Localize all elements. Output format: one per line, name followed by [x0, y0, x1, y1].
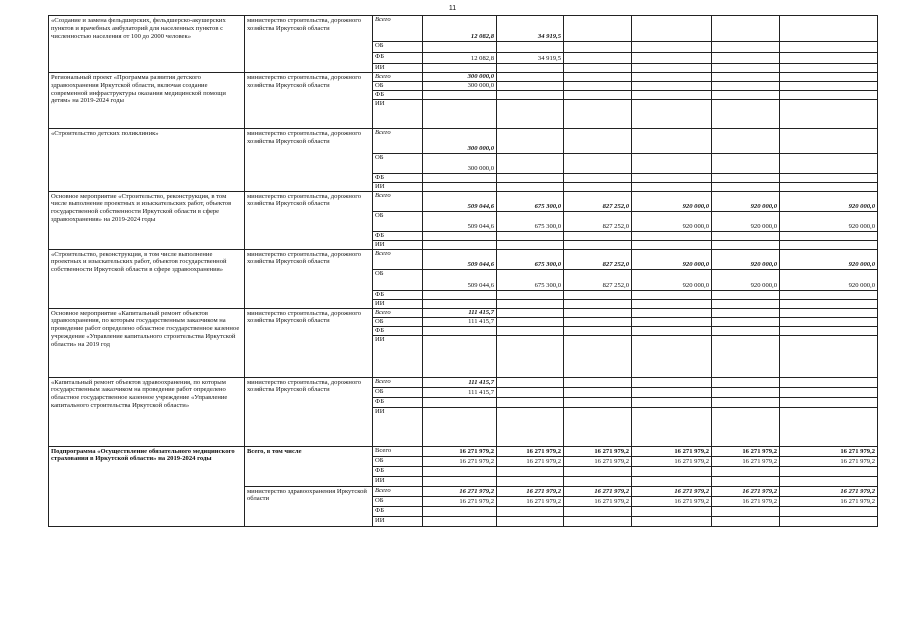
funding-source-cell: ОБ	[373, 154, 423, 174]
page-number: 11	[448, 5, 457, 12]
amount-cell	[712, 129, 780, 154]
amount-cell: 300 000,0	[423, 154, 497, 174]
amount-cell	[423, 64, 497, 73]
amount-cell	[564, 129, 632, 154]
amount-cell: 920 000,0	[712, 269, 780, 290]
amount-cell	[564, 100, 632, 129]
amount-cell: 920 000,0	[780, 269, 878, 290]
amount-cell	[564, 154, 632, 174]
amount-cell	[564, 299, 632, 308]
amount-cell: 509 044,6	[423, 191, 497, 211]
amount-cell: 920 000,0	[780, 249, 878, 269]
amount-cell	[564, 326, 632, 335]
amount-cell	[564, 466, 632, 476]
measure-description: Подпрограмма «Осуществление обязательного медицинского страхования в Иркутской области» на 2019-2024 годы	[49, 446, 245, 526]
amount-cell	[632, 506, 712, 516]
amount-cell	[564, 407, 632, 446]
amount-cell	[780, 335, 878, 377]
funding-source-cell: ОБ	[373, 82, 423, 91]
funding-source-cell: ОБ	[373, 317, 423, 326]
amount-cell	[423, 299, 497, 308]
amount-cell: 16 271 979,2	[423, 446, 497, 456]
amount-cell	[564, 476, 632, 486]
amount-cell: 509 044,6	[423, 211, 497, 231]
amount-cell	[712, 82, 780, 91]
amount-cell	[497, 100, 564, 129]
funding-source-cell: Всего	[373, 308, 423, 317]
amount-cell: 300 000,0	[423, 82, 497, 91]
amount-cell	[564, 64, 632, 73]
amount-cell	[712, 16, 780, 42]
amount-cell: 16 271 979,2	[780, 446, 878, 456]
table-row	[49, 191, 878, 211]
table-row	[49, 377, 878, 387]
funding-source-cell: Всего	[373, 446, 423, 456]
amount-cell	[423, 407, 497, 446]
amount-cell	[712, 516, 780, 526]
table-row	[49, 249, 878, 269]
amount-cell	[497, 308, 564, 317]
amount-cell	[497, 516, 564, 526]
amount-cell	[564, 317, 632, 326]
amount-cell	[497, 129, 564, 154]
amount-cell	[564, 53, 632, 64]
amount-cell: 16 271 979,2	[497, 486, 564, 496]
amount-cell	[780, 129, 878, 154]
amount-cell	[423, 290, 497, 299]
amount-cell	[497, 231, 564, 240]
amount-cell	[564, 290, 632, 299]
amount-cell	[564, 335, 632, 377]
funding-source-cell: ОБ	[373, 387, 423, 397]
executor-cell: министерство строительства, дорожного хозяйства Иркутской области	[245, 377, 373, 446]
funding-source-cell: ИИ	[373, 64, 423, 73]
amount-cell: 920 000,0	[632, 269, 712, 290]
amount-cell: 920 000,0	[632, 191, 712, 211]
funding-source-cell: ФБ	[373, 290, 423, 299]
amount-cell: 300 000,0	[423, 129, 497, 154]
amount-cell: 16 271 979,2	[780, 496, 878, 506]
amount-cell	[780, 64, 878, 73]
amount-cell: 12 082,8	[423, 16, 497, 42]
amount-cell: 12 082,8	[423, 53, 497, 64]
amount-cell: 16 271 979,2	[712, 486, 780, 496]
budget-table	[48, 15, 878, 527]
amount-cell	[497, 335, 564, 377]
amount-cell: 16 271 979,2	[712, 446, 780, 456]
amount-cell	[632, 129, 712, 154]
amount-cell	[712, 290, 780, 299]
executor-cell: Всего, в том числе	[245, 446, 373, 486]
measure-description: Региональный проект «Программа развития детского здравоохранения Иркутской области, включая создание современной инфраструктуры оказания медицинской помощи детям» на 2019-2024 годы	[49, 73, 245, 129]
amount-cell	[632, 240, 712, 249]
amount-cell	[712, 506, 780, 516]
amount-cell	[712, 335, 780, 377]
amount-cell: 111 415,7	[423, 387, 497, 397]
amount-cell	[780, 326, 878, 335]
amount-cell	[780, 387, 878, 397]
amount-cell	[497, 240, 564, 249]
funding-source-cell: ИИ	[373, 100, 423, 129]
amount-cell	[632, 231, 712, 240]
amount-cell	[712, 42, 780, 53]
funding-source-cell: ОБ	[373, 42, 423, 53]
amount-cell	[632, 466, 712, 476]
amount-cell	[780, 240, 878, 249]
amount-cell	[632, 100, 712, 129]
amount-cell	[712, 308, 780, 317]
amount-cell	[497, 326, 564, 335]
amount-cell	[712, 182, 780, 191]
amount-cell	[497, 299, 564, 308]
amount-cell: 16 271 979,2	[497, 496, 564, 506]
amount-cell: 675 300,0	[497, 269, 564, 290]
amount-cell	[780, 299, 878, 308]
amount-cell: 509 044,6	[423, 269, 497, 290]
amount-cell: 920 000,0	[780, 211, 878, 231]
amount-cell	[632, 476, 712, 486]
funding-source-cell: Всего	[373, 73, 423, 82]
amount-cell	[632, 73, 712, 82]
amount-cell	[780, 231, 878, 240]
amount-cell	[780, 317, 878, 326]
amount-cell: 111 415,7	[423, 308, 497, 317]
funding-source-cell: ОБ	[373, 496, 423, 506]
amount-cell	[632, 308, 712, 317]
table-row	[49, 129, 878, 154]
amount-cell	[712, 466, 780, 476]
amount-cell	[712, 231, 780, 240]
amount-cell	[632, 42, 712, 53]
amount-cell	[780, 174, 878, 183]
amount-cell	[632, 335, 712, 377]
amount-cell: 509 044,6	[423, 249, 497, 269]
table-row	[49, 446, 878, 456]
amount-cell	[564, 231, 632, 240]
amount-cell	[632, 317, 712, 326]
amount-cell	[712, 377, 780, 387]
amount-cell	[712, 73, 780, 82]
amount-cell	[564, 82, 632, 91]
amount-cell	[780, 506, 878, 516]
amount-cell	[497, 174, 564, 183]
amount-cell	[497, 182, 564, 191]
funding-source-cell: ФБ	[373, 326, 423, 335]
amount-cell: 16 271 979,2	[423, 496, 497, 506]
amount-cell	[497, 397, 564, 407]
executor-cell: министерство строительства, дорожного хозяйства Иркутской области	[245, 249, 373, 308]
amount-cell: 920 000,0	[712, 211, 780, 231]
amount-cell	[497, 42, 564, 53]
amount-cell: 16 271 979,2	[497, 446, 564, 456]
amount-cell	[632, 82, 712, 91]
amount-cell: 16 271 979,2	[632, 486, 712, 496]
amount-cell	[780, 466, 878, 476]
amount-cell	[423, 42, 497, 53]
amount-cell: 675 300,0	[497, 249, 564, 269]
funding-source-cell: ОБ	[373, 269, 423, 290]
amount-cell: 34 919,5	[497, 53, 564, 64]
amount-cell	[780, 290, 878, 299]
amount-cell	[497, 466, 564, 476]
amount-cell	[564, 73, 632, 82]
funding-source-cell: Всего	[373, 16, 423, 42]
amount-cell	[780, 154, 878, 174]
amount-cell	[780, 100, 878, 129]
amount-cell	[497, 91, 564, 100]
amount-cell	[712, 64, 780, 73]
amount-cell	[497, 73, 564, 82]
amount-cell	[780, 476, 878, 486]
funding-source-cell: Всего	[373, 249, 423, 269]
amount-cell: 16 271 979,2	[712, 456, 780, 466]
amount-cell: 16 271 979,2	[564, 486, 632, 496]
amount-cell	[423, 476, 497, 486]
amount-cell	[632, 290, 712, 299]
amount-cell	[712, 326, 780, 335]
amount-cell	[423, 326, 497, 335]
amount-cell	[423, 335, 497, 377]
funding-source-cell: ИИ	[373, 299, 423, 308]
amount-cell	[497, 506, 564, 516]
measure-description: «Капитальный ремонт объектов здравоохранения, по которым государственным заказчиком на проведение работ определено областное государственное казенное учреждение «Управление капитального строительства Иркутской области»	[49, 377, 245, 446]
executor-cell: министерство строительства, дорожного хозяйства Иркутской области	[245, 308, 373, 377]
amount-cell	[564, 91, 632, 100]
amount-cell: 16 271 979,2	[632, 456, 712, 466]
amount-cell	[423, 397, 497, 407]
amount-cell	[632, 91, 712, 100]
amount-cell	[632, 387, 712, 397]
funding-source-cell: Всего	[373, 377, 423, 387]
amount-cell: 827 252,0	[564, 191, 632, 211]
funding-source-cell: ОБ	[373, 456, 423, 466]
amount-cell: 16 271 979,2	[564, 456, 632, 466]
amount-cell	[497, 64, 564, 73]
amount-cell	[423, 506, 497, 516]
funding-source-cell: ФБ	[373, 53, 423, 64]
amount-cell	[780, 377, 878, 387]
amount-cell	[497, 476, 564, 486]
amount-cell	[497, 82, 564, 91]
amount-cell	[423, 466, 497, 476]
amount-cell	[780, 182, 878, 191]
amount-cell: 920 000,0	[632, 211, 712, 231]
amount-cell	[564, 174, 632, 183]
amount-cell	[564, 387, 632, 397]
executor-cell: министерство строительства, дорожного хозяйства Иркутской области	[245, 191, 373, 249]
amount-cell	[712, 91, 780, 100]
amount-cell	[632, 182, 712, 191]
amount-cell	[780, 82, 878, 91]
amount-cell	[423, 174, 497, 183]
amount-cell	[423, 240, 497, 249]
amount-cell	[423, 182, 497, 191]
amount-cell	[712, 154, 780, 174]
amount-cell	[564, 182, 632, 191]
amount-cell	[780, 91, 878, 100]
amount-cell: 16 271 979,2	[564, 496, 632, 506]
amount-cell	[712, 100, 780, 129]
amount-cell	[780, 516, 878, 526]
funding-source-cell: Всего	[373, 191, 423, 211]
amount-cell	[564, 240, 632, 249]
amount-cell	[632, 377, 712, 387]
executor-cell: министерство здравоохранения Иркутской области	[245, 486, 373, 526]
table-row	[49, 16, 878, 42]
amount-cell	[423, 231, 497, 240]
funding-source-cell: ФБ	[373, 506, 423, 516]
amount-cell	[632, 64, 712, 73]
amount-cell: 920 000,0	[780, 191, 878, 211]
funding-source-cell: ИИ	[373, 516, 423, 526]
amount-cell: 16 271 979,2	[780, 486, 878, 496]
amount-cell	[632, 397, 712, 407]
amount-cell	[712, 240, 780, 249]
amount-cell	[712, 174, 780, 183]
amount-cell	[712, 317, 780, 326]
table-row	[49, 308, 878, 317]
executor-cell: министерство строительства, дорожного хозяйства Иркутской области	[245, 129, 373, 192]
amount-cell	[780, 73, 878, 82]
amount-cell	[780, 397, 878, 407]
amount-cell	[712, 476, 780, 486]
amount-cell	[564, 516, 632, 526]
amount-cell: 920 000,0	[712, 249, 780, 269]
funding-source-cell: ФБ	[373, 91, 423, 100]
amount-cell	[564, 308, 632, 317]
amount-cell	[497, 377, 564, 387]
amount-cell: 920 000,0	[632, 249, 712, 269]
amount-cell	[564, 506, 632, 516]
measure-description: Основное мероприятие «Капитальный ремонт объектов здравоохранения, по которым государственным заказчиком на проведение работ определено областное государственное казенное учреждение «Управление капитального строительства Иркутской области» на 2019 год	[49, 308, 245, 377]
measure-description: «Создание и замена фельдшерских, фельдшерско-акушерских пунктов и врачебных амбулаторий для населенных пунктов с численностью населения от 100 до 2000 человек»	[49, 16, 245, 73]
amount-cell: 300 000,0	[423, 73, 497, 82]
amount-cell	[632, 299, 712, 308]
amount-cell: 16 271 979,2	[564, 446, 632, 456]
funding-source-cell: ИИ	[373, 240, 423, 249]
amount-cell	[780, 407, 878, 446]
amount-cell: 920 000,0	[712, 191, 780, 211]
amount-cell: 111 415,7	[423, 377, 497, 387]
amount-cell: 16 271 979,2	[780, 456, 878, 466]
amount-cell	[632, 53, 712, 64]
measure-description: Основное мероприятие «Строительство, реконструкция, в том числе выполнение проектных и изыскательских работ, объектов государственной собственности Иркутской области в сфере здравоохранения» на 2019-2024 годы	[49, 191, 245, 249]
funding-source-cell: Всего	[373, 486, 423, 496]
amount-cell	[712, 397, 780, 407]
funding-source-cell: ФБ	[373, 174, 423, 183]
amount-cell: 16 271 979,2	[712, 496, 780, 506]
amount-cell: 827 252,0	[564, 249, 632, 269]
funding-source-cell: ИИ	[373, 335, 423, 377]
amount-cell	[632, 174, 712, 183]
amount-cell: 16 271 979,2	[497, 456, 564, 466]
amount-cell	[780, 16, 878, 42]
amount-cell	[632, 326, 712, 335]
amount-cell	[780, 308, 878, 317]
funding-source-cell: ИИ	[373, 476, 423, 486]
amount-cell: 16 271 979,2	[423, 486, 497, 496]
funding-source-cell: Всего	[373, 129, 423, 154]
amount-cell	[497, 407, 564, 446]
amount-cell	[632, 516, 712, 526]
funding-source-cell: ИИ	[373, 182, 423, 191]
amount-cell	[632, 16, 712, 42]
amount-cell	[564, 42, 632, 53]
amount-cell: 827 252,0	[564, 269, 632, 290]
amount-cell	[780, 53, 878, 64]
amount-cell	[712, 387, 780, 397]
amount-cell	[564, 397, 632, 407]
amount-cell	[423, 91, 497, 100]
amount-cell	[497, 317, 564, 326]
amount-cell	[423, 100, 497, 129]
amount-cell	[497, 387, 564, 397]
funding-source-cell: ОБ	[373, 211, 423, 231]
amount-cell: 675 300,0	[497, 191, 564, 211]
amount-cell	[712, 299, 780, 308]
amount-cell: 16 271 979,2	[423, 456, 497, 466]
amount-cell: 34 919,5	[497, 16, 564, 42]
amount-cell	[423, 516, 497, 526]
amount-cell: 16 271 979,2	[632, 446, 712, 456]
amount-cell: 827 252,0	[564, 211, 632, 231]
amount-cell	[564, 377, 632, 387]
funding-source-cell: ФБ	[373, 397, 423, 407]
amount-cell	[632, 407, 712, 446]
measure-description: «Строительство детских поликлиник»	[49, 129, 245, 192]
measure-description: «Строительство, реконструкция, в том числе выполнение проектных и изыскательских работ, объектов государственной собственности Иркутской области в сфере здравоохранения»	[49, 249, 245, 308]
executor-cell: министерство строительства, дорожного хозяйства Иркутской области	[245, 16, 373, 73]
amount-cell: 16 271 979,2	[632, 496, 712, 506]
amount-cell	[497, 154, 564, 174]
amount-cell	[497, 290, 564, 299]
funding-source-cell: ИИ	[373, 407, 423, 446]
amount-cell: 675 300,0	[497, 211, 564, 231]
amount-cell	[712, 407, 780, 446]
amount-cell	[712, 53, 780, 64]
amount-cell	[780, 42, 878, 53]
funding-source-cell: ФБ	[373, 466, 423, 476]
amount-cell	[564, 16, 632, 42]
table-row	[49, 73, 878, 82]
funding-source-cell: ФБ	[373, 231, 423, 240]
amount-cell	[632, 154, 712, 174]
executor-cell: министерство строительства, дорожного хозяйства Иркутской области	[245, 73, 373, 129]
amount-cell: 111 415,7	[423, 317, 497, 326]
